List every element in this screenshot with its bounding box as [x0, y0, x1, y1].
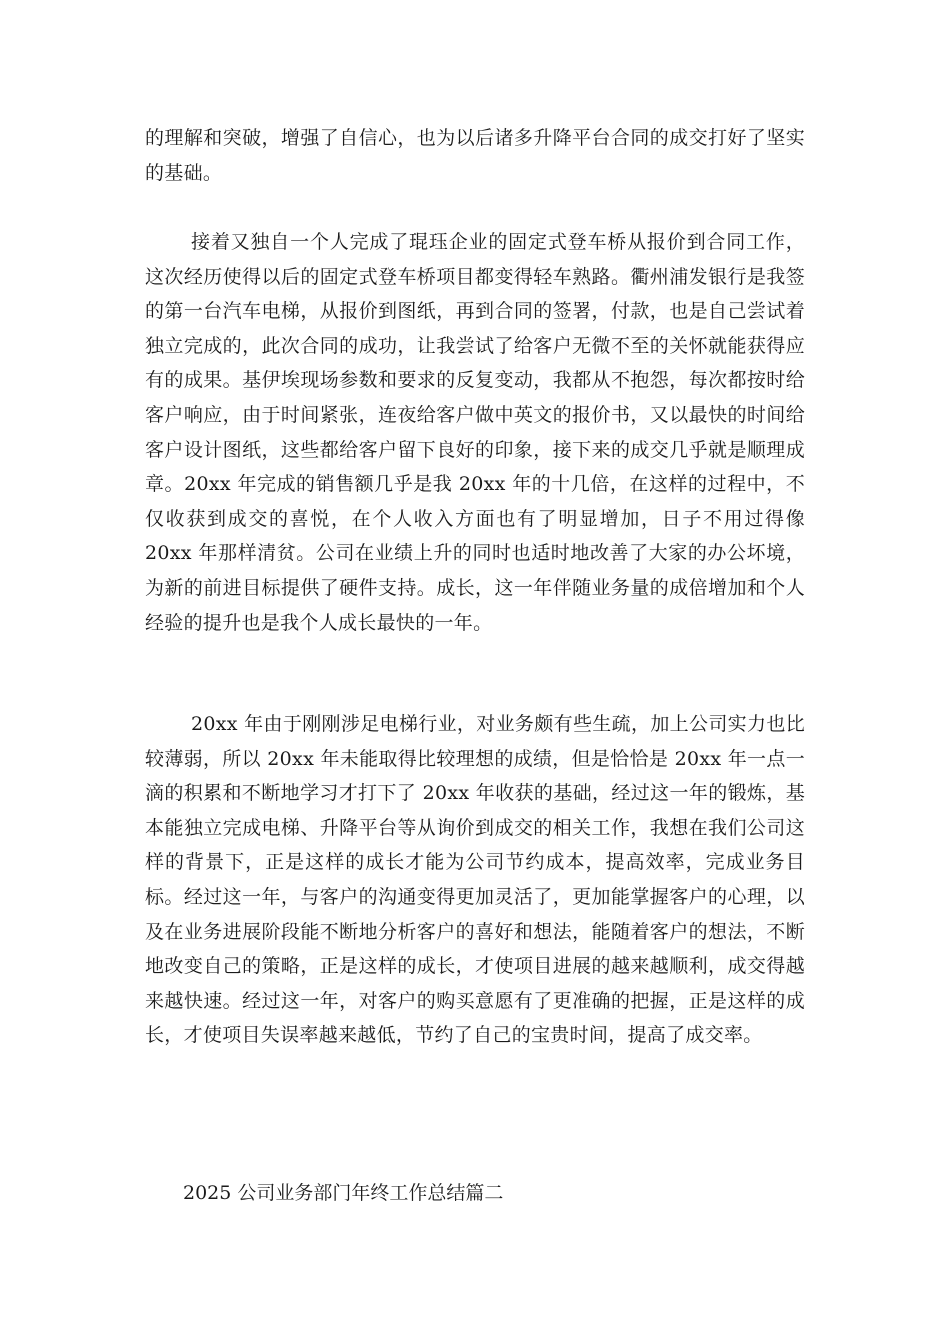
section-heading: 2025 公司业务部门年终工作总结篇二 — [183, 1182, 504, 1204]
paragraph-continuation: 的理解和突破，增强了自信心，也为以后诸多升降平台合同的成交打好了坚实的基础。 — [145, 127, 805, 184]
paragraph-growth: 20xx 年由于刚刚涉足电梯行业，对业务颇有些生疏，加上公司实力也比较薄弱，所以 20xx 年未能取得比较理想的成绩，但是恰恰是 20xx 年一点一滴的积累和不断地学习才打下了 20xx 年收获的基础，经过这一年的锻炼，基本能独立完成电梯、升降平台等从询价到成交的相关工作，我想在我们公司这样的背景下，正是这样的成长才能为公司节约成本，提高效率，完成业务目标。经过这一年，与客户的沟通变得更加灵活了，更加能掌握客户的心理，以及在业务进展阶段能不断地分析客户的喜好和想法，能随着客户的想法，不断地改变自己的策略，正是这样的成长，才使项目进展的越来越顺利，成交得越来越快速。经过这一年，对客户的购买意愿有了更准确的把握，正是这样的成长，才使项目失误率越来越低，节约了自己的宝贵时间，提高了成交率。 — [145, 713, 805, 1047]
paragraph-projects: 接着又独自一个人完成了琨珏企业的固定式登车桥从报价到合同工作，这次经历使得以后的固定式登车桥项目都变得轻车熟路。衢州浦发银行是我签的第一台汽车电梯，从报价到图纸，再到合同的签署，付款，也是自己尝试着独立完成的，此次合同的成功，让我尝试了给客户无微不至的关怀就能获得应有的成果。基伊埃现场参数和要求的反复变动，我都从不抱怨，每次都按时给客户响应，由于时间紧张，连夜给客户做中英文的报价书，又以最快的时间给客户设计图纸，这些都给客户留下良好的印象，接下来的成交几乎就是顺理成章。20xx 年完成的销售额几乎是我 20xx 年的十几倍，在这样的过程中，不仅收获到成交的喜悦，在个人收入方面也有了明显增加，日子不用过得像 20xx 年那样清贫。公司在业绩上升的同时也适时地改善了大家的办公坏境，为新的前进目标提供了硬件支持。成长，这一年伴随业务量的成倍增加和个人经验的提升也是我个人成长最快的一年。 — [145, 231, 805, 634]
